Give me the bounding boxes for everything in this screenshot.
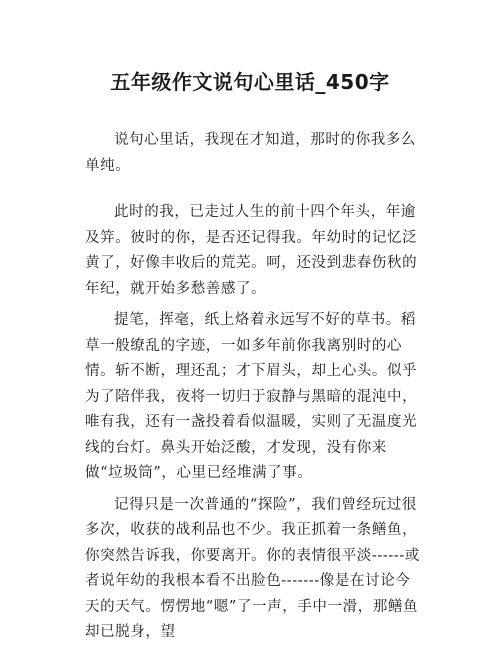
paragraph-4: 记得只是一次普通的“探险”，我们曾经玩过很多次，收获的战利品也不少。我正抓着一条鳝鱼，你突然告诉我，你要离开。你的表情很平淡------或者说年幼的我根本看不出脸色-------像是在讨论今天的天气。愣愣地“嗯”了一声，手中一滑，那鳝鱼却已脱身，望	[85, 496, 420, 640]
paragraph-2: 此时的我，已走过人生的前十四个年头，年逾及笄。彼时的你，是否还记得我。年幼时的记忆泛黄了，好像丰收后的荒芜。呵，还没到悲春伤秋的年纪，就开始多愁善感了。	[85, 204, 418, 297]
paragraph-3: 提笔，挥毫，纸上烙着永远写不好的草书。稻草一般缭乱的字迹，一如多年前你我离别时的心情。斩不断，理还乱；才下眉头，却上心头。似乎为了陪伴我，夜将一切归于寂静与黑暗的混沌中，唯有我，还有一盏投着看似温暖，实则了无温度光线的台灯。鼻头开始泛酸，才发现，没有你来做“垃圾筒”，心里已经堆满了事。	[85, 312, 418, 481]
document-body	[85, 128, 420, 646]
paragraph-1: 说句心里话，我现在才知道，那时的你我多么单纯。	[85, 132, 416, 174]
document-title: 五年级作文说句心里话_450字	[110, 70, 390, 94]
